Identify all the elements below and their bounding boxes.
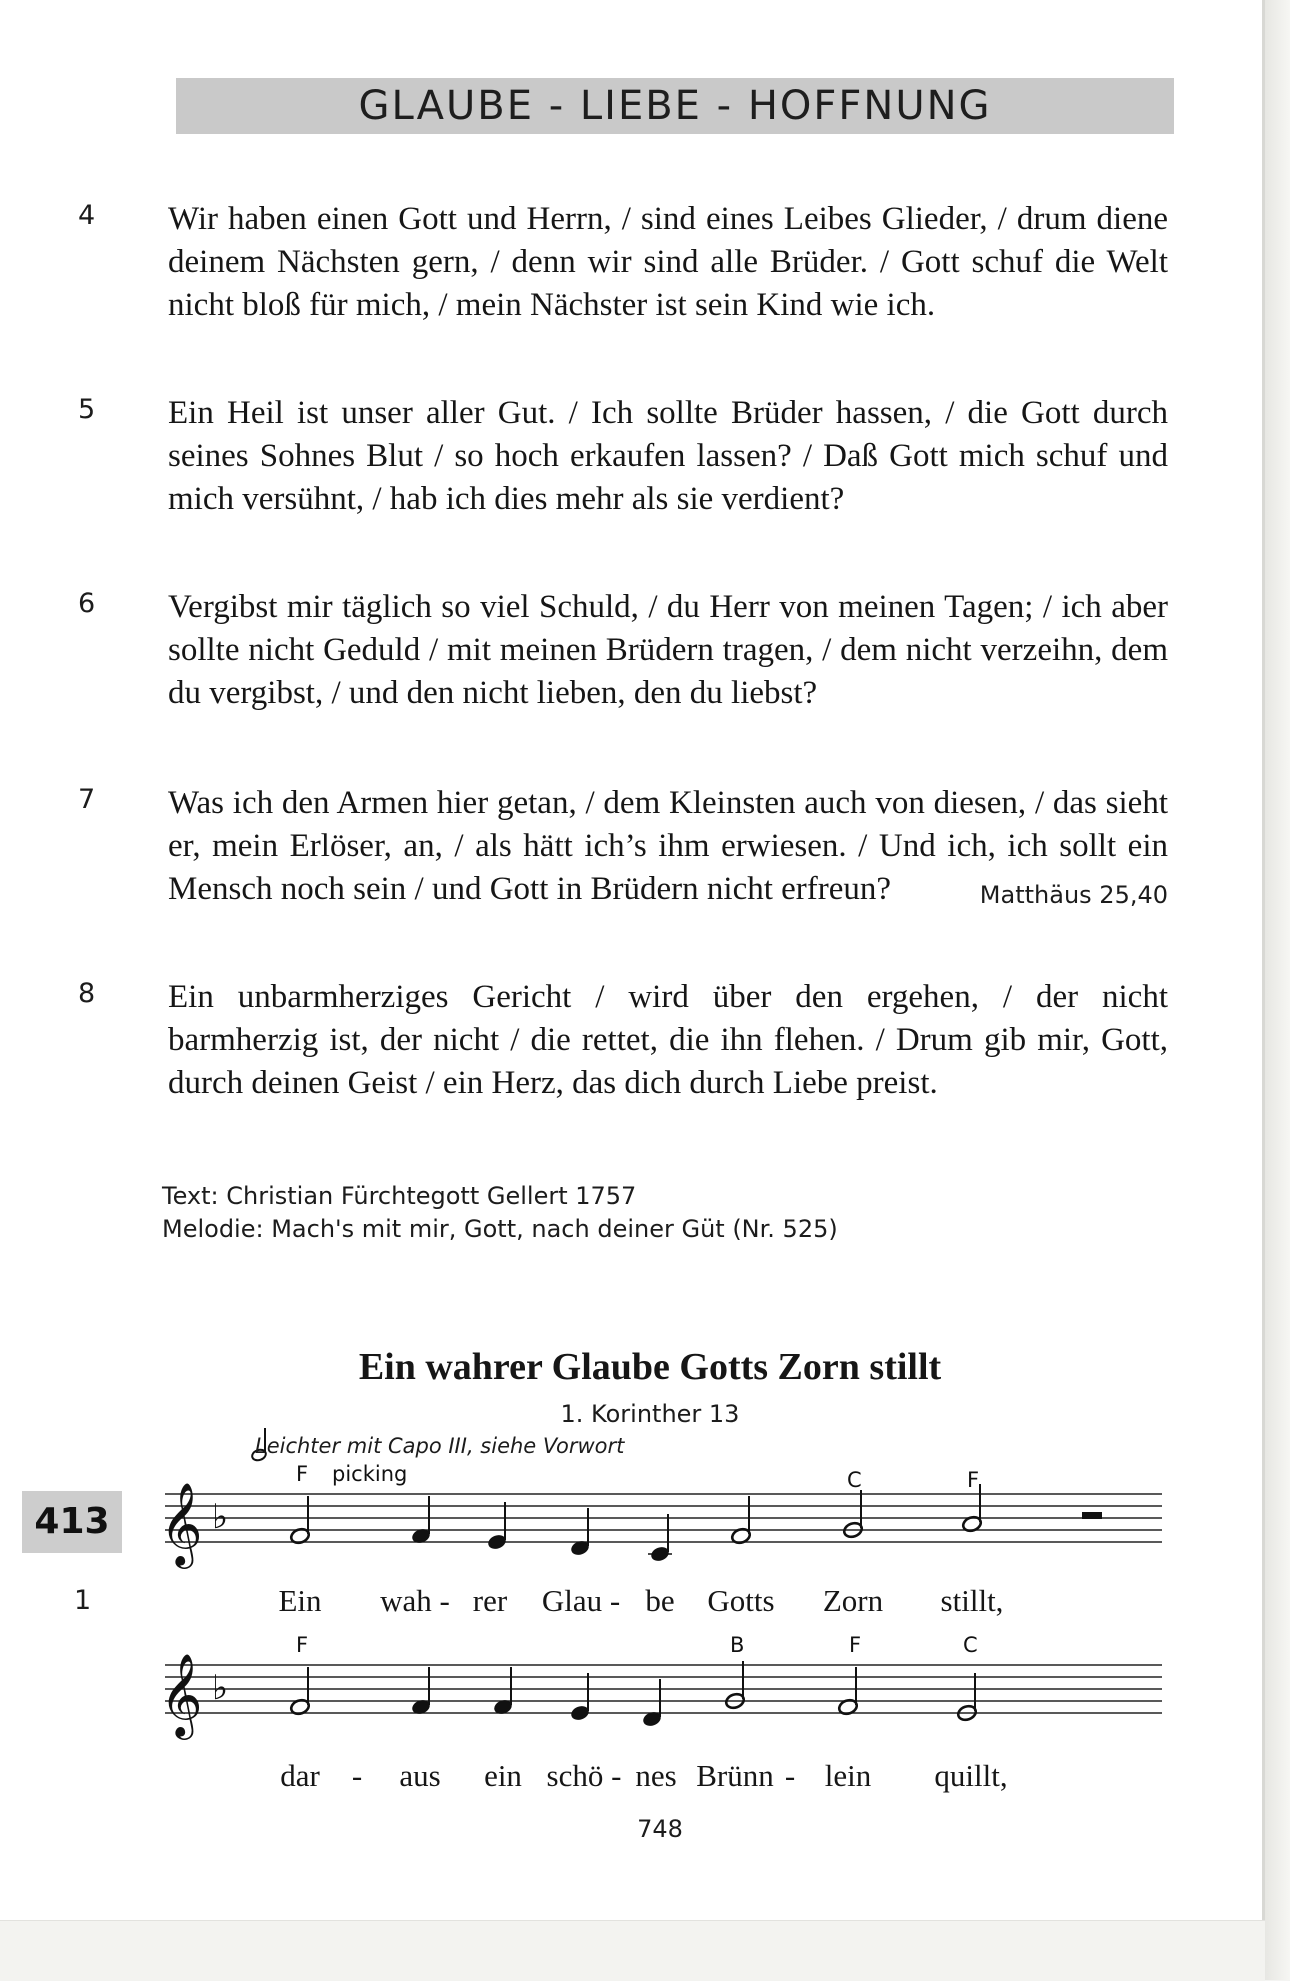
lyric-syllable: wah - <box>380 1583 450 1618</box>
flat-icon <box>212 1668 228 1708</box>
verse-text: Vergibst mir täglich so viel Schuld, / du Herr von meinen Tagen; / ich aber sollte nicht Geduld / mit meinen Brüdern tragen, / dem nicht verzeihn, dem du vergibst, / und den nicht lieben, den du liebst? <box>168 589 1168 711</box>
svg-text:𝄞: 𝄞 <box>160 1652 203 1736</box>
note <box>956 1673 977 1722</box>
note <box>492 1667 513 1716</box>
staff-1 <box>165 1494 1162 1542</box>
page-number: 748 <box>637 1815 683 1843</box>
verse-number: 6 <box>78 588 96 619</box>
bible-reference: Matthäus 25,40 <box>979 881 1168 909</box>
svg-text:𝄞: 𝄞 <box>160 1481 203 1565</box>
verse-number: 5 <box>78 394 96 425</box>
svg-text:♭: ♭ <box>212 1668 229 1708</box>
lyric-syllable: Gotts <box>707 1583 775 1618</box>
song-number: 413 <box>34 1501 110 1542</box>
note <box>289 1667 310 1716</box>
lyric-syllable: quillt, <box>934 1758 1008 1793</box>
staff-2 <box>165 1665 1162 1713</box>
chord: F <box>967 1468 980 1492</box>
note <box>842 1490 863 1539</box>
lyric-syllable: Ein <box>278 1583 322 1618</box>
treble-clef-icon <box>160 1652 203 1740</box>
lyric-syllable: rer <box>472 1583 508 1618</box>
verse-body: Was ich den Armen hier getan, / dem Kleinsten auch von diesen, / das sieht er, mein Erlöser, an, / als hätt ich’s ihm erwiesen. / Und ich, ich sollt ein Mensch noch sein / und Gott in Brüdern nicht erfreun? <box>168 785 1168 907</box>
note <box>724 1661 745 1710</box>
lyric-syllable: Zorn <box>822 1583 884 1618</box>
note <box>641 1679 662 1728</box>
song-subtitle: 1. Korinther 13 <box>560 1400 740 1428</box>
flat-icon <box>212 1497 228 1537</box>
text-credit: Text: Christian Fürchtegott Gellert 1757 <box>162 1182 637 1210</box>
chord: C <box>847 1468 862 1492</box>
verse-number: 4 <box>78 200 96 231</box>
verse-text: Ein unbarmherziges Gericht / wird über den ergehen, / der nicht barmherzig ist, der nicht / die rettet, die ihn flehen. / Drum gib mir, Gott, durch deinen Geist / ein Herz, das dich durch Liebe preist. <box>168 979 1168 1101</box>
treble-clef-icon <box>160 1481 203 1569</box>
chord: C <box>963 1633 978 1657</box>
tempo-note: Leichter mit Capo III, siehe Vorwort <box>255 1434 625 1458</box>
lyric-syllable: be <box>645 1583 675 1618</box>
page-edge <box>1265 0 1290 1980</box>
melody-credit: Melodie: Mach's mit mir, Gott, nach deiner Güt (Nr. 525) <box>162 1215 838 1243</box>
chord: F <box>296 1633 309 1657</box>
half-rest-icon <box>1082 1512 1102 1519</box>
chord: B <box>730 1633 745 1657</box>
lyric-syllable: ein <box>484 1758 522 1793</box>
lyric-syllable: dar <box>280 1758 320 1793</box>
chord: F <box>849 1633 862 1657</box>
note <box>837 1667 858 1716</box>
lyric-syllable: lein <box>824 1758 872 1793</box>
note <box>648 1514 672 1563</box>
lyric-syllable: stillt, <box>940 1583 1004 1618</box>
lyric-hyphen: - <box>784 1758 796 1793</box>
note <box>289 1496 310 1545</box>
lyric-syllable: Glau - <box>541 1583 621 1618</box>
note <box>410 1667 431 1716</box>
chord: F <box>296 1462 309 1486</box>
chord-annotation: picking <box>332 1462 408 1486</box>
stanza-number: 1 <box>74 1585 92 1616</box>
lyric-syllable: schö - <box>546 1758 622 1793</box>
verse-number: 8 <box>78 978 96 1009</box>
note <box>961 1484 982 1533</box>
svg-text:♭: ♭ <box>212 1497 229 1537</box>
song-title: Ein wahrer Glaube Gotts Zorn stillt <box>358 1346 942 1388</box>
lyric-hyphen: - <box>351 1758 363 1793</box>
section-title: GLAUBE - LIEBE - HOFFNUNG <box>358 83 992 129</box>
verse-text: Wir haben einen Gott und Herrn, / sind eines Leibes Glieder, / drum diene deinem Nächsten gern, / denn wir sind alle Brüder. / Gott schuf die Welt nicht bloß für mich, / mein Nächster ist sein Kind wie ich. <box>168 201 1168 323</box>
verse-text: Ein Heil ist unser aller Gut. / Ich sollte Brüder hassen, / die Gott durch seines Sohnes Blut / so hoch erkaufen lassen? / Daß Gott mich schuf und mich versühnt, / hab ich dies mehr als sie verdient? <box>168 395 1168 517</box>
lyric-syllable: nes <box>635 1758 677 1793</box>
scan-margin <box>0 1920 1265 1981</box>
note <box>730 1496 751 1545</box>
lyric-syllable: aus <box>399 1758 441 1793</box>
verse-number: 7 <box>78 784 96 815</box>
note <box>410 1496 431 1545</box>
note <box>569 1673 590 1722</box>
note <box>486 1502 507 1551</box>
lyric-syllable: Brünn <box>696 1758 774 1793</box>
note <box>569 1508 590 1557</box>
